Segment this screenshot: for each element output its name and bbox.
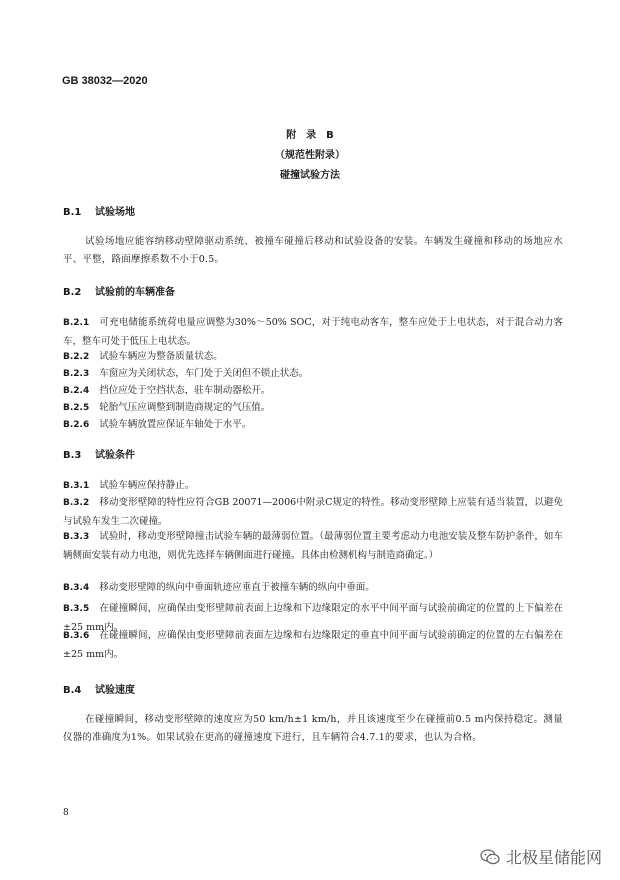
section-b4-heading bbox=[63, 684, 135, 698]
clause-b3-6 bbox=[63, 627, 563, 663]
section-b1-text: 试验场地应能容纳移动壁障驱动系统、被撞车碰撞后移动和试验设备的安装。车辆发生碰撞和移动的场地应水平、平整，路面摩擦系数不小于0.5。 bbox=[63, 236, 563, 265]
clause-number: B.2.4 bbox=[63, 386, 90, 396]
clause-number: B.3.1 bbox=[63, 481, 90, 491]
appendix-title: 碰撞试验方法 bbox=[280, 170, 340, 181]
clause-text: 在碰撞瞬间，应确保由变形壁障前表面左边缘和右边缘限定的垂直中间平面与试验前确定的位置的左右偏差在±25 mm内。 bbox=[63, 630, 563, 660]
clause-number: B.2.1 bbox=[63, 318, 90, 328]
appendix-label: 附 录 B bbox=[286, 130, 334, 141]
clause-number: B.3.2 bbox=[63, 498, 90, 508]
section-b3-heading bbox=[63, 449, 135, 463]
clause-b2-1 bbox=[63, 314, 563, 350]
clause-b2-3 bbox=[63, 365, 563, 384]
wechat-icon bbox=[480, 849, 500, 865]
clause-b2-2 bbox=[63, 348, 563, 367]
watermark bbox=[480, 845, 602, 868]
clause-text: 试验时，移动变形壁障撞击试验车辆的最薄弱位置。（最薄弱位置主要考虑动力电池安装及整车防护条件，如车辆侧面安装有动力电池，则优先选择车辆侧面进行碰撞。具体由检测机构与制造商确定。） bbox=[63, 531, 563, 561]
clause-number: B.3.6 bbox=[63, 631, 90, 641]
section-title: 试验场地 bbox=[95, 207, 135, 218]
appendix-heading bbox=[0, 126, 620, 186]
clause-b2-6 bbox=[63, 416, 563, 435]
clause-text: 在碰撞瞬间，应确保由变形壁障前表面上边缘和下边缘限定的水平中间平面与试验前确定的位置的上下偏差在±25 mm内。 bbox=[63, 603, 563, 633]
clause-text: 移动变形壁障的特性应符合GB 20071—2006中附录C规定的特性。移动变形壁障上应装有适当装置，以避免与试验车发生二次碰撞。 bbox=[63, 497, 563, 527]
standard-code: GB 38032—2020 bbox=[62, 75, 148, 87]
section-number: B.1 bbox=[63, 207, 82, 218]
section-number: B.4 bbox=[63, 685, 82, 696]
clause-number: B.3.4 bbox=[63, 583, 90, 593]
clause-text: 车窗应为关闭状态，车门处于关闭但不锁止状态。 bbox=[99, 368, 309, 379]
section-b2-heading bbox=[63, 286, 175, 300]
section-number: B.3 bbox=[63, 450, 82, 461]
clause-text: 可充电储能系统荷电量应调整为30%～50% SOC，对于纯电动客车，整车应处于上电状态，对于混合动力客车，整车可处于低压上电状态。 bbox=[63, 317, 563, 347]
clause-number: B.2.3 bbox=[63, 369, 90, 379]
clause-b3-4 bbox=[63, 579, 563, 598]
section-b1-heading bbox=[63, 206, 135, 220]
clause-number: B.3.5 bbox=[63, 604, 90, 614]
clause-number: B.2.2 bbox=[63, 352, 90, 362]
section-title: 试验前的车辆准备 bbox=[95, 287, 175, 298]
clause-number: B.2.5 bbox=[63, 403, 90, 413]
clause-b3-3 bbox=[63, 528, 563, 564]
section-title: 试验速度 bbox=[95, 685, 135, 696]
section-number: B.2 bbox=[63, 287, 82, 298]
clause-number: B.3.3 bbox=[63, 532, 90, 542]
clause-b2-5 bbox=[63, 399, 563, 418]
clause-b3-2 bbox=[63, 494, 563, 530]
section-b4-text: 在碰撞瞬间，移动变形壁障的速度应为50 km/h±1 km/h，并且该速度至少在碰撞前0.5 m内保持稳定。测量仪器的准确度为1%。如果试验在更高的碰撞速度下进行，且车辆符合4.7.1的要求，也认为合格。 bbox=[63, 714, 563, 743]
clause-text: 试验车辆应保持静止。 bbox=[99, 480, 195, 491]
clause-b2-4 bbox=[63, 382, 563, 401]
clause-b3-1 bbox=[63, 477, 563, 496]
clause-text: 试验车辆放置应保证车轴处于水平。 bbox=[99, 419, 252, 430]
clause-text: 挡位应处于空挡状态，驻车制动器松开。 bbox=[99, 385, 271, 396]
clause-number: B.2.6 bbox=[63, 420, 90, 430]
clause-text: 移动变形壁障的纵向中垂面轨迹应垂直于被撞车辆的纵向中垂面。 bbox=[99, 582, 375, 593]
clause-text: 试验车辆应为整备质量状态。 bbox=[99, 351, 223, 362]
section-title: 试验条件 bbox=[95, 450, 135, 461]
clause-text: 轮胎气压应调整到制造商规定的气压值。 bbox=[99, 402, 271, 413]
watermark-text: 北极星储能网 bbox=[505, 848, 602, 867]
appendix-type: （规范性附录） bbox=[275, 150, 345, 161]
page-number: 8 bbox=[63, 808, 69, 818]
